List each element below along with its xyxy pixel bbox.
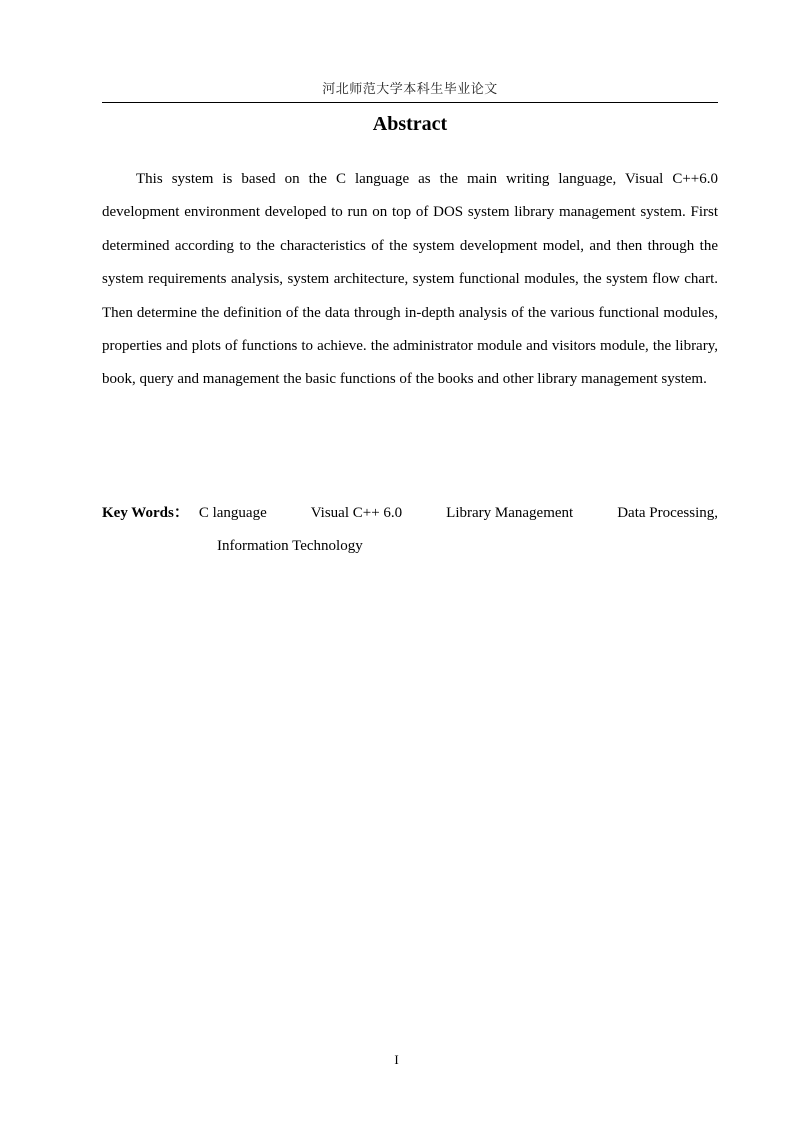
keywords-section: [102, 497, 718, 563]
keyword-term: Visual C++ 6.0: [310, 505, 403, 521]
abstract-paragraph: This system is based on the C language as the main writing language, Visual C++6.0 development environment developed to run on top of DOS system library management system. First determined according to the characteristics of the system development model, and then through the system requirements analysis, system architecture, system functional modules, the system flow chart. Then determine the definition of the data through in-depth analysis of the various functional modules, properties and plots of functions to achieve. the administrator module and visitors module, the library, book, query and management the basic functions of the books and other library management system.: [102, 171, 718, 388]
keywords-line-1: [102, 497, 718, 530]
keywords-label: Key Words：: [102, 505, 189, 521]
header-rule: [102, 102, 718, 103]
keyword-term: Library Management: [446, 505, 574, 521]
keyword-term: Data Processing,: [617, 505, 719, 521]
page-number: I: [394, 1052, 399, 1067]
keyword-term: Information Technology: [217, 538, 363, 554]
abstract-title: Abstract: [372, 113, 448, 135]
running-header: 河北师范大学本科生毕业论文: [322, 82, 498, 97]
keywords-line-2: [102, 530, 718, 563]
keyword-term: C language: [198, 505, 267, 521]
